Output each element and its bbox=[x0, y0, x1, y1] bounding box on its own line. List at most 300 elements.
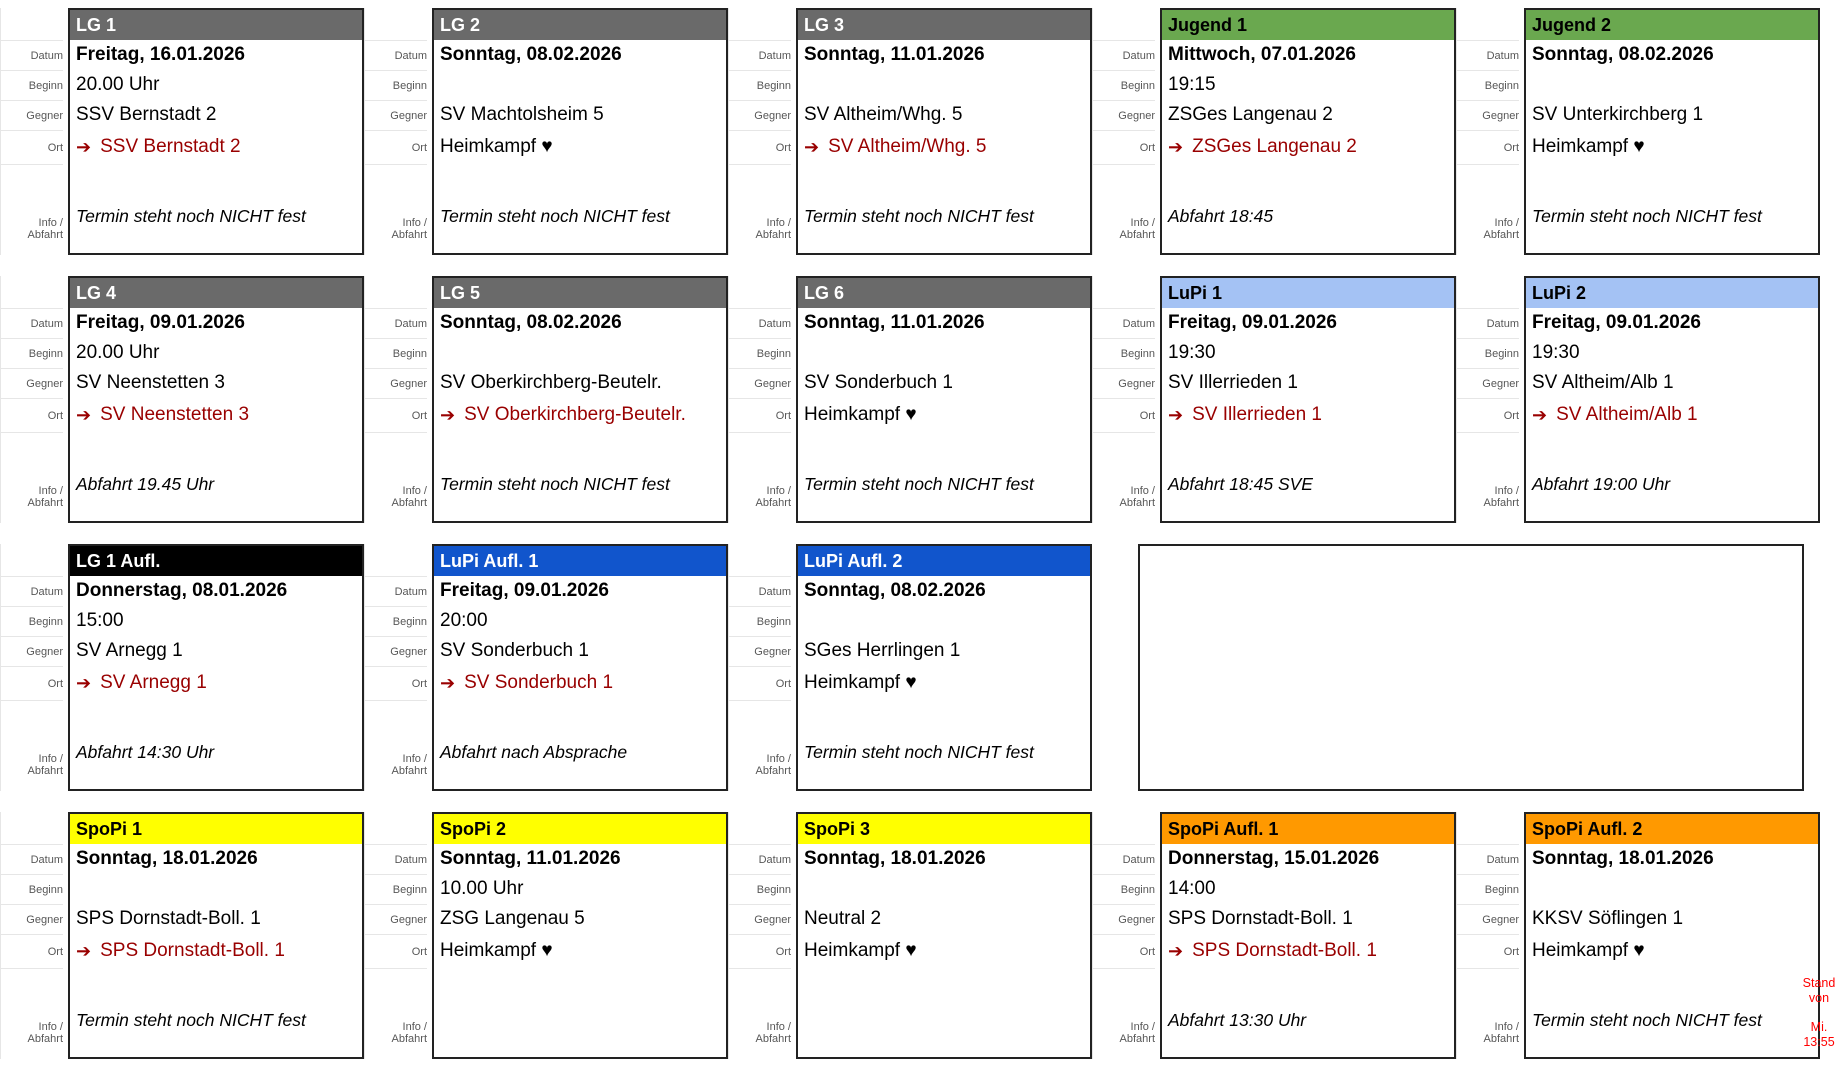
match-date: Sonntag, 18.01.2026 bbox=[804, 848, 986, 869]
schedule-row bbox=[0, 8, 1843, 276]
card-title: LG 3 bbox=[798, 10, 1090, 40]
match-date: Mittwoch, 07.01.2026 bbox=[1168, 44, 1356, 65]
gutter-header-spacer bbox=[1093, 276, 1155, 309]
label-gegner: Gegner bbox=[1, 637, 63, 667]
match-cell bbox=[0, 812, 364, 1059]
row-label-gutter bbox=[1456, 276, 1524, 523]
row-label-gutter bbox=[728, 544, 796, 791]
match-date: Sonntag, 18.01.2026 bbox=[1532, 848, 1714, 869]
arrow-right-icon: ➔ bbox=[1168, 136, 1184, 157]
location-text: Heimkampf ♥ bbox=[804, 404, 917, 425]
label-datum: Datum bbox=[729, 41, 791, 71]
location-text: Heimkampf ♥ bbox=[804, 940, 917, 961]
match-opponent: SV Neenstetten 3 bbox=[76, 372, 225, 393]
schedule-grid bbox=[0, 8, 1843, 1080]
match-info: Termin steht noch NICHT fest bbox=[1532, 205, 1762, 226]
match-cell bbox=[1456, 276, 1820, 523]
location-text: SV Arnegg 1 bbox=[100, 672, 207, 693]
match-time bbox=[798, 874, 1090, 904]
label-ort: Ort bbox=[729, 131, 791, 165]
arrow-right-icon: ➔ bbox=[1168, 940, 1184, 961]
match-card bbox=[1160, 8, 1456, 255]
match-opponent: SPS Dornstadt-Boll. 1 bbox=[1168, 908, 1353, 929]
match-card bbox=[432, 276, 728, 523]
stand-note-line: 13:55 bbox=[1803, 1035, 1835, 1049]
location-link[interactable] bbox=[70, 934, 362, 968]
row-label-gutter bbox=[728, 812, 796, 1059]
label-info-line2: Abfahrt bbox=[391, 497, 427, 509]
match-date: Freitag, 16.01.2026 bbox=[76, 44, 245, 65]
location-link[interactable] bbox=[1162, 130, 1454, 164]
label-gegner: Gegner bbox=[1, 905, 63, 935]
card-title: SpoPi Aufl. 2 bbox=[1526, 814, 1818, 844]
label-info-line1: Info / bbox=[766, 753, 791, 765]
match-cell bbox=[728, 544, 1092, 791]
row-label-gutter bbox=[0, 8, 68, 255]
label-info-line2: Abfahrt bbox=[755, 229, 791, 241]
label-info-line2: Abfahrt bbox=[27, 497, 63, 509]
location-link[interactable] bbox=[70, 398, 362, 432]
label-info-abfahrt bbox=[1457, 217, 1519, 255]
match-date: Sonntag, 08.02.2026 bbox=[1532, 44, 1714, 65]
label-ort: Ort bbox=[729, 935, 791, 969]
label-info-line1: Info / bbox=[766, 217, 791, 229]
card-title: SpoPi 1 bbox=[70, 814, 362, 844]
label-info-line1: Info / bbox=[402, 753, 427, 765]
location-text: SPS Dornstadt-Boll. 1 bbox=[100, 940, 285, 961]
match-date: Freitag, 09.01.2026 bbox=[1532, 312, 1701, 333]
match-info: Abfahrt 13:30 Uhr bbox=[1168, 1009, 1307, 1030]
match-card bbox=[432, 544, 728, 791]
match-time: 14:00 bbox=[1168, 878, 1216, 899]
label-ort: Ort bbox=[1457, 935, 1519, 969]
schedule-row bbox=[0, 276, 1843, 544]
match-opponent: SV Arnegg 1 bbox=[76, 640, 183, 661]
arrow-right-icon: ➔ bbox=[804, 136, 820, 157]
match-info: Termin steht noch NICHT fest bbox=[804, 205, 1034, 226]
row-label-gutter bbox=[0, 276, 68, 523]
gutter-header-spacer bbox=[365, 8, 427, 41]
label-datum: Datum bbox=[729, 577, 791, 607]
card-title: LuPi 2 bbox=[1526, 278, 1818, 308]
label-info-line2: Abfahrt bbox=[1483, 1033, 1519, 1045]
gutter-header-spacer bbox=[1, 276, 63, 309]
gutter-header-spacer bbox=[365, 276, 427, 309]
label-info-line1: Info / bbox=[1130, 1021, 1155, 1033]
match-card bbox=[1524, 8, 1820, 255]
label-info-line1: Info / bbox=[38, 753, 63, 765]
location-link[interactable] bbox=[70, 666, 362, 700]
row-label-gutter bbox=[364, 276, 432, 523]
label-info-abfahrt bbox=[729, 217, 791, 255]
label-gegner: Gegner bbox=[365, 637, 427, 667]
label-gegner: Gegner bbox=[1, 369, 63, 399]
match-opponent: SV Altheim/Whg. 5 bbox=[804, 104, 963, 125]
label-info-line2: Abfahrt bbox=[1119, 497, 1155, 509]
label-gegner: Gegner bbox=[729, 369, 791, 399]
label-beginn: Beginn bbox=[1, 607, 63, 637]
label-beginn: Beginn bbox=[1093, 875, 1155, 905]
match-time: 20.00 Uhr bbox=[76, 342, 160, 363]
label-info-line2: Abfahrt bbox=[1119, 1033, 1155, 1045]
label-datum: Datum bbox=[365, 41, 427, 71]
label-info-line1: Info / bbox=[1130, 485, 1155, 497]
label-datum: Datum bbox=[1457, 845, 1519, 875]
match-opponent: SV Altheim/Alb 1 bbox=[1532, 372, 1674, 393]
row-label-gutter bbox=[1092, 812, 1160, 1059]
match-opponent: ZSGes Langenau 2 bbox=[1168, 104, 1333, 125]
row-label-gutter bbox=[728, 276, 796, 523]
match-time: 19:15 bbox=[1168, 74, 1216, 95]
arrow-right-icon: ➔ bbox=[76, 136, 92, 157]
label-info-line1: Info / bbox=[38, 217, 63, 229]
match-date: Sonntag, 18.01.2026 bbox=[76, 848, 258, 869]
label-datum: Datum bbox=[729, 309, 791, 339]
location-text: Heimkampf ♥ bbox=[804, 672, 917, 693]
match-card bbox=[68, 276, 364, 523]
location-text: Heimkampf ♥ bbox=[1532, 940, 1645, 961]
label-info-line1: Info / bbox=[402, 1021, 427, 1033]
match-date: Sonntag, 11.01.2026 bbox=[804, 312, 985, 333]
label-info-abfahrt bbox=[365, 485, 427, 523]
gutter-header-spacer bbox=[729, 812, 791, 845]
match-location bbox=[798, 398, 1090, 432]
match-time: 19:30 bbox=[1532, 342, 1580, 363]
match-location bbox=[434, 934, 726, 968]
row-label-gutter bbox=[364, 544, 432, 791]
match-date: Donnerstag, 08.01.2026 bbox=[76, 580, 288, 601]
card-title: LuPi 1 bbox=[1162, 278, 1454, 308]
match-time: 15:00 bbox=[76, 610, 124, 631]
match-time bbox=[434, 70, 726, 100]
location-text: Heimkampf ♥ bbox=[440, 136, 553, 157]
match-location bbox=[798, 666, 1090, 700]
row-label-gutter bbox=[1456, 8, 1524, 255]
match-card bbox=[1524, 276, 1820, 523]
match-cell bbox=[364, 544, 728, 791]
label-gegner: Gegner bbox=[365, 369, 427, 399]
card-title: LuPi Aufl. 2 bbox=[798, 546, 1090, 576]
row-label-gutter bbox=[728, 8, 796, 255]
match-opponent: SV Illerrieden 1 bbox=[1168, 372, 1298, 393]
match-card bbox=[1160, 276, 1456, 523]
label-gegner: Gegner bbox=[729, 101, 791, 131]
match-time: 20:00 bbox=[440, 610, 488, 631]
label-info-line1: Info / bbox=[1130, 217, 1155, 229]
match-cell bbox=[1456, 812, 1820, 1059]
stand-note-line: Stand bbox=[1802, 976, 1836, 990]
location-link[interactable] bbox=[1162, 934, 1454, 968]
gutter-header-spacer bbox=[365, 544, 427, 577]
label-datum: Datum bbox=[365, 309, 427, 339]
label-info-line2: Abfahrt bbox=[27, 229, 63, 241]
label-ort: Ort bbox=[1457, 131, 1519, 165]
arrow-right-icon: ➔ bbox=[76, 404, 92, 425]
label-ort: Ort bbox=[365, 667, 427, 701]
location-text: SV Oberkirchberg-Beutelr. bbox=[464, 404, 686, 425]
match-time bbox=[434, 338, 726, 368]
row-label-gutter bbox=[1092, 276, 1160, 523]
match-cell bbox=[0, 544, 364, 791]
label-info-line1: Info / bbox=[766, 1021, 791, 1033]
match-info bbox=[798, 1005, 1090, 1035]
label-info-line2: Abfahrt bbox=[1119, 229, 1155, 241]
label-gegner: Gegner bbox=[365, 101, 427, 131]
match-info: Abfahrt nach Absprache bbox=[440, 741, 628, 762]
label-beginn: Beginn bbox=[729, 339, 791, 369]
label-beginn: Beginn bbox=[729, 607, 791, 637]
match-cell bbox=[1456, 8, 1820, 255]
match-info: Abfahrt 18:45 bbox=[1168, 205, 1274, 226]
label-info-abfahrt bbox=[1093, 1021, 1155, 1059]
card-title: LuPi Aufl. 1 bbox=[434, 546, 726, 576]
match-cell bbox=[1092, 8, 1456, 255]
match-card bbox=[796, 276, 1092, 523]
card-title: LG 6 bbox=[798, 278, 1090, 308]
label-datum: Datum bbox=[1, 309, 63, 339]
match-opponent: SV Sonderbuch 1 bbox=[804, 372, 953, 393]
location-link[interactable] bbox=[798, 130, 1090, 164]
match-cell bbox=[0, 276, 364, 523]
label-gegner: Gegner bbox=[729, 905, 791, 935]
label-info-line2: Abfahrt bbox=[755, 1033, 791, 1045]
label-beginn: Beginn bbox=[365, 607, 427, 637]
label-beginn: Beginn bbox=[729, 71, 791, 101]
label-datum: Datum bbox=[1093, 309, 1155, 339]
match-time bbox=[798, 338, 1090, 368]
label-info-line1: Info / bbox=[402, 217, 427, 229]
match-info: Abfahrt 19:00 Uhr bbox=[1532, 473, 1671, 494]
arrow-right-icon: ➔ bbox=[1168, 404, 1184, 425]
match-date: Sonntag, 11.01.2026 bbox=[440, 848, 621, 869]
location-text: SSV Bernstadt 2 bbox=[100, 136, 241, 157]
match-time bbox=[1526, 874, 1818, 904]
match-time bbox=[798, 70, 1090, 100]
label-ort: Ort bbox=[1093, 399, 1155, 433]
location-link[interactable] bbox=[70, 130, 362, 164]
match-cell bbox=[364, 8, 728, 255]
card-title: LG 4 bbox=[70, 278, 362, 308]
label-info-line2: Abfahrt bbox=[1483, 229, 1519, 241]
match-card bbox=[432, 8, 728, 255]
label-datum: Datum bbox=[1457, 41, 1519, 71]
label-beginn: Beginn bbox=[1093, 71, 1155, 101]
label-gegner: Gegner bbox=[1093, 369, 1155, 399]
match-info: Abfahrt 18:45 SVE bbox=[1168, 473, 1313, 494]
match-date: Sonntag, 08.02.2026 bbox=[440, 312, 622, 333]
match-opponent: ZSG Langenau 5 bbox=[440, 908, 585, 929]
location-text: Heimkampf ♥ bbox=[440, 940, 553, 961]
label-info-line2: Abfahrt bbox=[391, 229, 427, 241]
card-title: SpoPi 2 bbox=[434, 814, 726, 844]
label-gegner: Gegner bbox=[729, 637, 791, 667]
stand-timestamp-note bbox=[1796, 976, 1842, 1050]
match-location bbox=[434, 130, 726, 164]
match-cell bbox=[728, 276, 1092, 523]
match-opponent: SPS Dornstadt-Boll. 1 bbox=[76, 908, 261, 929]
match-time: 19:30 bbox=[1168, 342, 1216, 363]
arrow-right-icon: ➔ bbox=[76, 672, 92, 693]
match-card bbox=[1524, 812, 1820, 1059]
gutter-header-spacer bbox=[729, 276, 791, 309]
match-cell bbox=[1092, 276, 1456, 523]
row-label-gutter bbox=[0, 812, 68, 1059]
schedule-row bbox=[0, 544, 1843, 812]
card-title: SpoPi Aufl. 1 bbox=[1162, 814, 1454, 844]
match-opponent: SV Machtolsheim 5 bbox=[440, 104, 604, 125]
label-gegner: Gegner bbox=[1457, 101, 1519, 131]
label-ort: Ort bbox=[1, 399, 63, 433]
location-link[interactable] bbox=[1162, 398, 1454, 432]
gutter-header-spacer bbox=[1457, 276, 1519, 309]
stand-note-line: Mi. bbox=[1810, 1020, 1828, 1034]
label-beginn: Beginn bbox=[729, 875, 791, 905]
empty-slot-box bbox=[1138, 544, 1804, 791]
match-date: Sonntag, 08.02.2026 bbox=[440, 44, 622, 65]
empty-slot bbox=[1092, 544, 1820, 791]
label-ort: Ort bbox=[1, 935, 63, 969]
label-datum: Datum bbox=[365, 845, 427, 875]
match-cell bbox=[728, 812, 1092, 1059]
location-link[interactable] bbox=[434, 666, 726, 700]
match-cell bbox=[364, 276, 728, 523]
label-ort: Ort bbox=[365, 399, 427, 433]
row-label-gutter bbox=[1456, 812, 1524, 1059]
label-gegner: Gegner bbox=[1093, 905, 1155, 935]
label-info-abfahrt bbox=[729, 485, 791, 523]
match-info: Abfahrt 14:30 Uhr bbox=[76, 741, 215, 762]
match-cell bbox=[0, 8, 364, 255]
label-info-line1: Info / bbox=[766, 485, 791, 497]
label-ort: Ort bbox=[1093, 131, 1155, 165]
label-info-abfahrt bbox=[365, 1021, 427, 1059]
location-text: SV Altheim/Whg. 5 bbox=[828, 136, 987, 157]
location-text: SV Altheim/Alb 1 bbox=[1556, 404, 1698, 425]
gutter-header-spacer bbox=[1, 544, 63, 577]
label-beginn: Beginn bbox=[1457, 875, 1519, 905]
label-info-abfahrt bbox=[1, 753, 63, 791]
label-info-abfahrt bbox=[1457, 1021, 1519, 1059]
match-date: Sonntag, 08.02.2026 bbox=[804, 580, 986, 601]
match-date: Donnerstag, 15.01.2026 bbox=[1168, 848, 1380, 869]
label-ort: Ort bbox=[1093, 935, 1155, 969]
match-card bbox=[68, 8, 364, 255]
location-text: Heimkampf ♥ bbox=[1532, 136, 1645, 157]
label-ort: Ort bbox=[1457, 399, 1519, 433]
location-text: SV Illerrieden 1 bbox=[1192, 404, 1322, 425]
location-link[interactable] bbox=[434, 398, 726, 432]
label-datum: Datum bbox=[1, 845, 63, 875]
gutter-header-spacer bbox=[1093, 812, 1155, 845]
label-ort: Ort bbox=[365, 935, 427, 969]
label-info-line1: Info / bbox=[1494, 217, 1519, 229]
label-ort: Ort bbox=[365, 131, 427, 165]
label-ort: Ort bbox=[729, 399, 791, 433]
label-ort: Ort bbox=[1, 667, 63, 701]
match-location bbox=[1526, 934, 1818, 968]
card-title: LG 1 bbox=[70, 10, 362, 40]
location-text: SPS Dornstadt-Boll. 1 bbox=[1192, 940, 1377, 961]
match-card bbox=[1160, 812, 1456, 1059]
row-label-gutter bbox=[1092, 8, 1160, 255]
card-title: LG 1 Aufl. bbox=[70, 546, 362, 576]
label-gegner: Gegner bbox=[1457, 905, 1519, 935]
match-date: Freitag, 09.01.2026 bbox=[76, 312, 245, 333]
match-info: Termin steht noch NICHT fest bbox=[804, 473, 1034, 494]
label-info-abfahrt bbox=[1093, 217, 1155, 255]
match-info: Termin steht noch NICHT fest bbox=[1532, 1009, 1762, 1030]
match-time bbox=[70, 874, 362, 904]
row-label-gutter bbox=[364, 812, 432, 1059]
match-opponent: SGes Herrlingen 1 bbox=[804, 640, 961, 661]
label-datum: Datum bbox=[1457, 309, 1519, 339]
match-cell bbox=[364, 812, 728, 1059]
match-info: Termin steht noch NICHT fest bbox=[76, 1009, 306, 1030]
match-opponent: SV Unterkirchberg 1 bbox=[1532, 104, 1704, 125]
label-datum: Datum bbox=[1093, 41, 1155, 71]
gutter-header-spacer bbox=[729, 8, 791, 41]
card-title: LG 5 bbox=[434, 278, 726, 308]
card-title: Jugend 1 bbox=[1162, 10, 1454, 40]
label-info-line2: Abfahrt bbox=[27, 1033, 63, 1045]
match-location bbox=[798, 934, 1090, 968]
row-label-gutter bbox=[0, 544, 68, 791]
label-beginn: Beginn bbox=[1, 339, 63, 369]
match-card bbox=[68, 812, 364, 1059]
match-opponent: KKSV Söflingen 1 bbox=[1532, 908, 1684, 929]
label-info-abfahrt bbox=[729, 753, 791, 791]
label-info-line1: Info / bbox=[402, 485, 427, 497]
gutter-header-spacer bbox=[1457, 812, 1519, 845]
label-ort: Ort bbox=[729, 667, 791, 701]
location-text: SV Sonderbuch 1 bbox=[464, 672, 614, 693]
label-info-abfahrt bbox=[1, 1021, 63, 1059]
match-opponent: SSV Bernstadt 2 bbox=[76, 104, 217, 125]
label-datum: Datum bbox=[1, 577, 63, 607]
label-info-line1: Info / bbox=[38, 485, 63, 497]
label-beginn: Beginn bbox=[365, 875, 427, 905]
label-beginn: Beginn bbox=[1457, 71, 1519, 101]
label-gegner: Gegner bbox=[1093, 101, 1155, 131]
match-opponent: SV Sonderbuch 1 bbox=[440, 640, 589, 661]
match-info: Termin steht noch NICHT fest bbox=[76, 205, 306, 226]
gutter-header-spacer bbox=[365, 812, 427, 845]
gutter-header-spacer bbox=[1, 8, 63, 41]
label-ort: Ort bbox=[1, 131, 63, 165]
label-info-line2: Abfahrt bbox=[755, 765, 791, 777]
card-title: SpoPi 3 bbox=[798, 814, 1090, 844]
label-info-abfahrt bbox=[1, 485, 63, 523]
schedule-row bbox=[0, 812, 1843, 1080]
match-location bbox=[1526, 130, 1818, 164]
label-datum: Datum bbox=[1093, 845, 1155, 875]
location-link[interactable] bbox=[1526, 398, 1818, 432]
match-info bbox=[434, 1005, 726, 1035]
location-text: ZSGes Langenau 2 bbox=[1192, 136, 1357, 157]
match-card bbox=[432, 812, 728, 1059]
label-info-line2: Abfahrt bbox=[391, 1033, 427, 1045]
stand-note-line: von bbox=[1808, 991, 1830, 1005]
label-info-line2: Abfahrt bbox=[755, 497, 791, 509]
label-info-abfahrt bbox=[365, 753, 427, 791]
label-gegner: Gegner bbox=[1, 101, 63, 131]
label-beginn: Beginn bbox=[365, 71, 427, 101]
arrow-right-icon: ➔ bbox=[76, 940, 92, 961]
row-label-gutter bbox=[364, 8, 432, 255]
match-time: 20.00 Uhr bbox=[76, 74, 160, 95]
label-datum: Datum bbox=[365, 577, 427, 607]
match-time: 10.00 Uhr bbox=[440, 878, 524, 899]
